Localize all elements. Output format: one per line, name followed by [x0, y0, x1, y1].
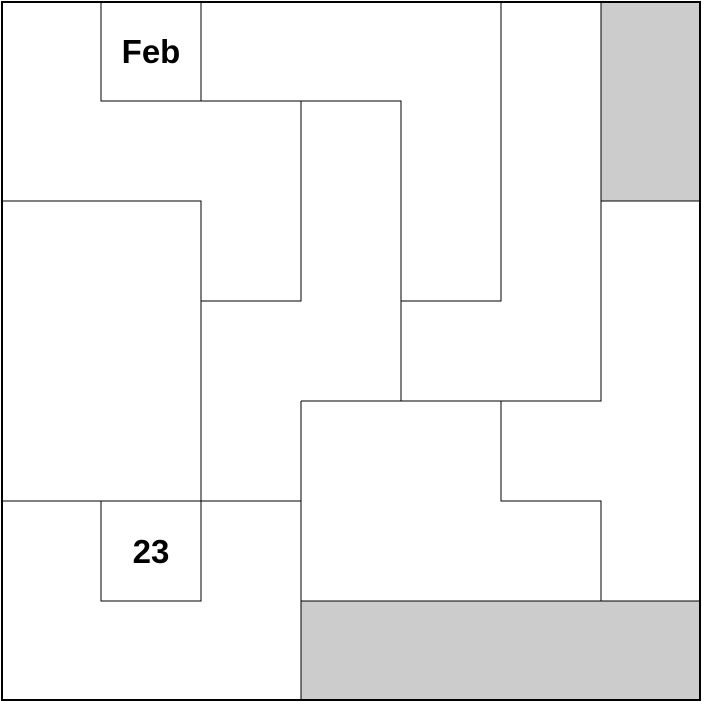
blocked-cells-top-right [601, 2, 700, 201]
month-label: Feb [121, 33, 181, 70]
blocked-cells-bottom [301, 601, 700, 700]
day-label: 23 [132, 533, 170, 570]
